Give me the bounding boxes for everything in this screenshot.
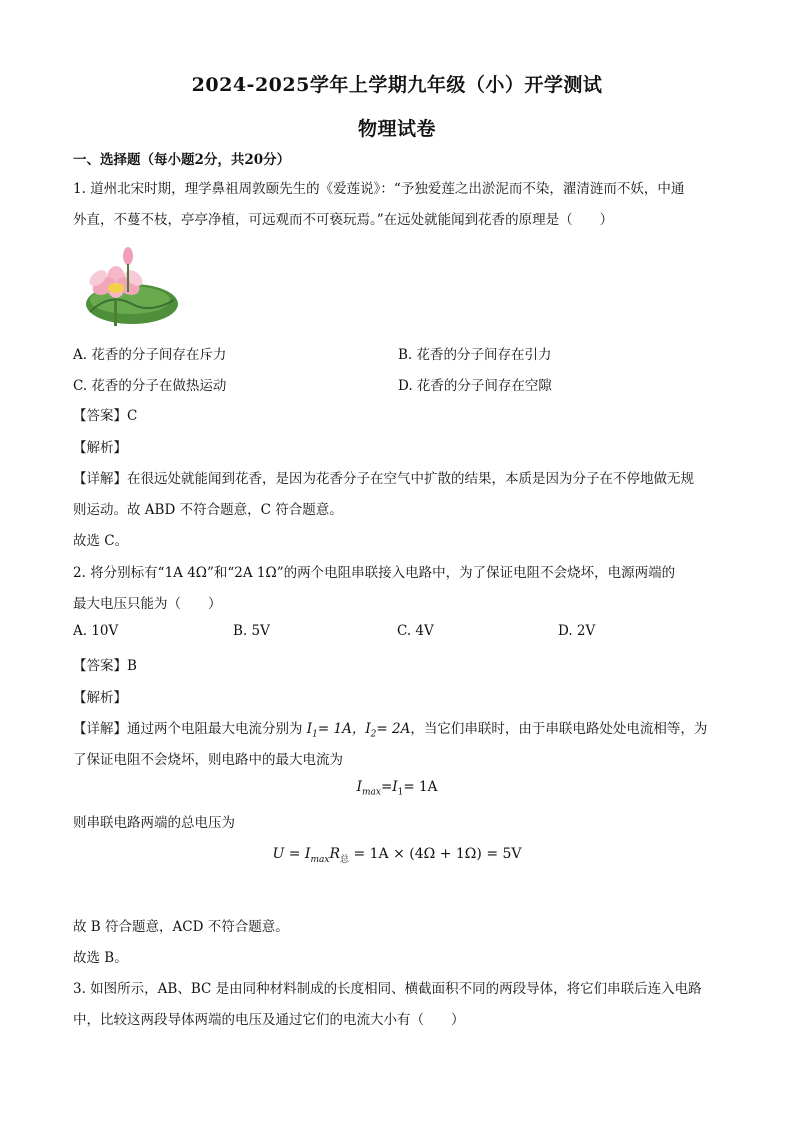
q1-stem-line1: 1. 道州北宋时期，理学鼻祖周敦颐先生的《爱莲说》：“予独爱莲之出淤泥而不染，濯清涟而不妖，中通: [73, 181, 685, 197]
detail-tag: 【详解】: [73, 721, 127, 737]
q1-detail-line1: [73, 467, 694, 487]
detail-text-a: 通过两个电阻最大电流分别为: [127, 721, 303, 737]
q2-analysis-tag: 【解析】: [73, 690, 127, 706]
answer-tag: 【答案】: [73, 658, 127, 674]
lotus-flower-image: [70, 242, 182, 328]
q2-detail-line2: 了保证电阻不会烧坏，则电路中的最大电流为: [73, 752, 343, 768]
q3-stem-line1: 3. 如图所示，AB、BC 是由同种材料制成的长度相同、横截面积不同的两段导体，将它们串联后连入电路: [73, 981, 702, 997]
q1-detail-line2: 则运动。故 ABD 不符合题意，C 符合题意。: [73, 502, 343, 518]
detail-tag: 【详解】: [73, 471, 127, 487]
q2-total-voltage-text: 则串联电路两端的总电压为: [73, 815, 235, 831]
q1-conclusion: 故选 C。: [73, 533, 129, 549]
answer-value: B: [127, 658, 137, 674]
exam-title: 2024-2025学年上学期九年级（小）开学测试: [191, 74, 603, 96]
detail-text: 在很远处就能闻到花香，是因为花香分子在空气中扩散的结果，本质是因为分子在不停地做无规: [127, 471, 694, 487]
q1-option-a: A. 花香的分子间存在斥力: [73, 347, 227, 363]
q1-analysis-tag: 【解析】: [73, 440, 127, 456]
q2-stem-line2: 最大电压只能为（ ）: [73, 596, 222, 612]
q2-stem-line1: 2. 将分别标有“1A 4Ω”和“2A 1Ω”的两个电阻串联接入电路中，为了保证电阻不会烧坏，电源两端的: [73, 565, 676, 581]
q2-answer: [73, 654, 137, 674]
q2-comment: 故 B 符合题意，ACD 不符合题意。: [73, 919, 289, 935]
q2-formula-total-voltage: $U = I_{max}R_总 = 1A \times (4\Omega + 1\Omega) = 5V$: [272, 846, 522, 865]
q1-option-b: B. 花香的分子间存在引力: [398, 347, 552, 363]
q2-formula-max-current: $I_{max}=I_1= 1A$: [356, 779, 438, 798]
q2-detail-line1: [73, 717, 707, 740]
q3-stem-line2: 中，比较这两段导体两端的电压及通过它们的电流大小有（ ）: [73, 1012, 465, 1028]
q2-option-d: D. 2V: [558, 623, 596, 639]
detail-text-b: ，当它们串联时，由于串联电路处处电流相等，为: [410, 721, 708, 737]
q1-option-c: C. 花香的分子在做热运动: [73, 378, 227, 394]
q2-option-b: B. 5V: [233, 623, 270, 639]
exam-subject: 物理试卷: [357, 118, 436, 140]
q1-stem-line2: 外直，不蔓不枝，亭亭净植，可远观而不可亵玩焉。”在远处就能闻到花香的原理是（ ）: [73, 212, 614, 228]
q2-conclusion: 故选 B。: [73, 950, 128, 966]
q2-option-c: C. 4V: [397, 623, 434, 639]
q1-option-d: D. 花香的分子间存在空隙: [398, 378, 552, 394]
q2-option-a: A. 10V: [73, 623, 119, 639]
q1-answer: [73, 404, 137, 424]
section-heading: 一、选择题（每小题2分，共20分）: [73, 152, 291, 168]
answer-value: C: [127, 408, 138, 424]
current-values: $I_1= 1A$，$I_2= 2A$: [306, 721, 411, 740]
answer-tag: 【答案】: [73, 408, 127, 424]
